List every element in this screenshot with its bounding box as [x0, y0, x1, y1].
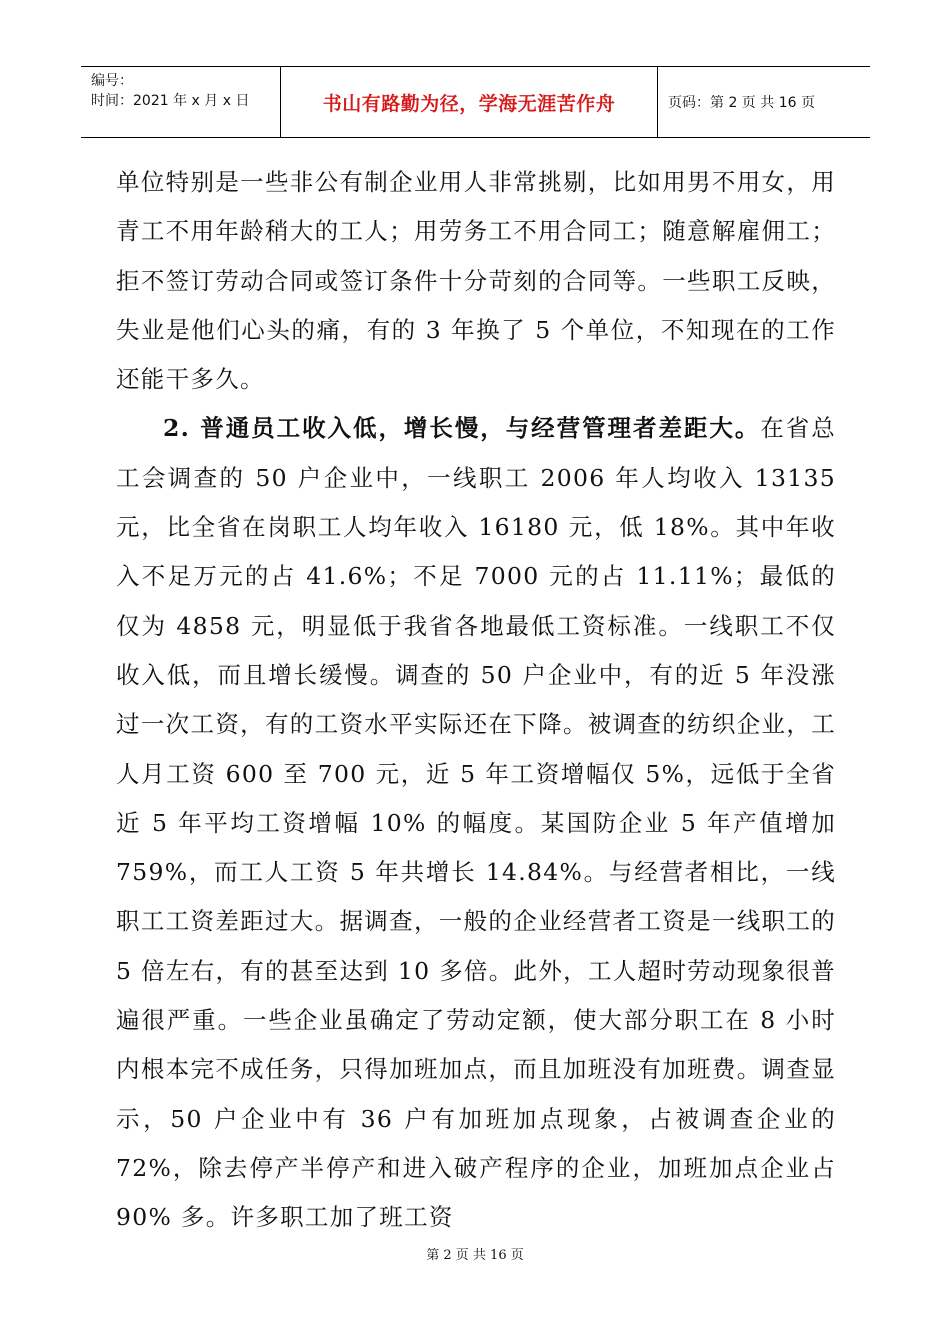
page-footer: 第 2 页 共 16 页	[426, 1248, 524, 1263]
header-motto: 书山有路勤为径，学海无涯苦作舟	[281, 67, 658, 137]
header-page-info: 页码：第 2 页 共 16 页	[668, 95, 815, 111]
header-meta	[81, 67, 281, 137]
paragraph-2-heading: 2. 普通员工收入低，增长慢，与经营管理者差距大。	[163, 414, 761, 443]
paragraph-1: 单位特别是一些非公有制企业用人非常挑剔，比如用男不用女，用青工不用年龄稍大的工人；用劳务工不用合同工；随意解雇佣工；拒不签订劳动合同或签订条件十分苛刻的合同等。一些职工反映，失业是他们心头的痛，有的 3 年换了 5 个单位，不知现在的工作还能干多久。	[116, 168, 836, 394]
page-header	[81, 66, 870, 138]
paragraph-2-text: 在省总工会调查的 50 户企业中，一线职工 2006 年人均收入 13135 元，比全省在岗职工人均年收入 16180 元，低 18%。其中年收入不足万元的占 41.6%；不足 7000 元的占 11.11%；最低的仅为 4858 元，明显低于我省各地最低工资标准。一线职工不仅收入低，而且增长缓慢。调查的 50 户企业中，有的近 5 年没涨过一次工资，有的工资水平实际还在下降。被调查的纺织企业，工人月工资 600 至 700 元，近 5 年工资增幅仅 5%，远低于全省近 5 年平均工资增幅 10% 的幅度。某国防企业 5 年产值增加 759%，而工人工资 5 年共增长 14.84%。与经营者相比，一线职工工资差距过大。据调查，一般的企业经营者工资是一线职工的 5 倍左右，有的甚至达到 10 多倍。此外，工人超时劳动现象很普遍很严重。一些企业虽确定了劳动定额，使大部分职工在 8 小时内根本完不成任务，只得加班加点，而且加班没有加班费。调查显示，50 户企业中有 36 户有加班加点现象，占被调查企业的 72%，除去停产半停产和进入破产程序的企业，加班加点企业占 90% 多。许多职工加了班工资	[116, 414, 836, 1232]
document-body	[116, 158, 836, 1243]
document-time-label: 时间：2021 年 x 月 x 日	[91, 93, 250, 109]
document-number-label: 编号：	[91, 73, 133, 89]
paragraph-2	[116, 404, 836, 1242]
